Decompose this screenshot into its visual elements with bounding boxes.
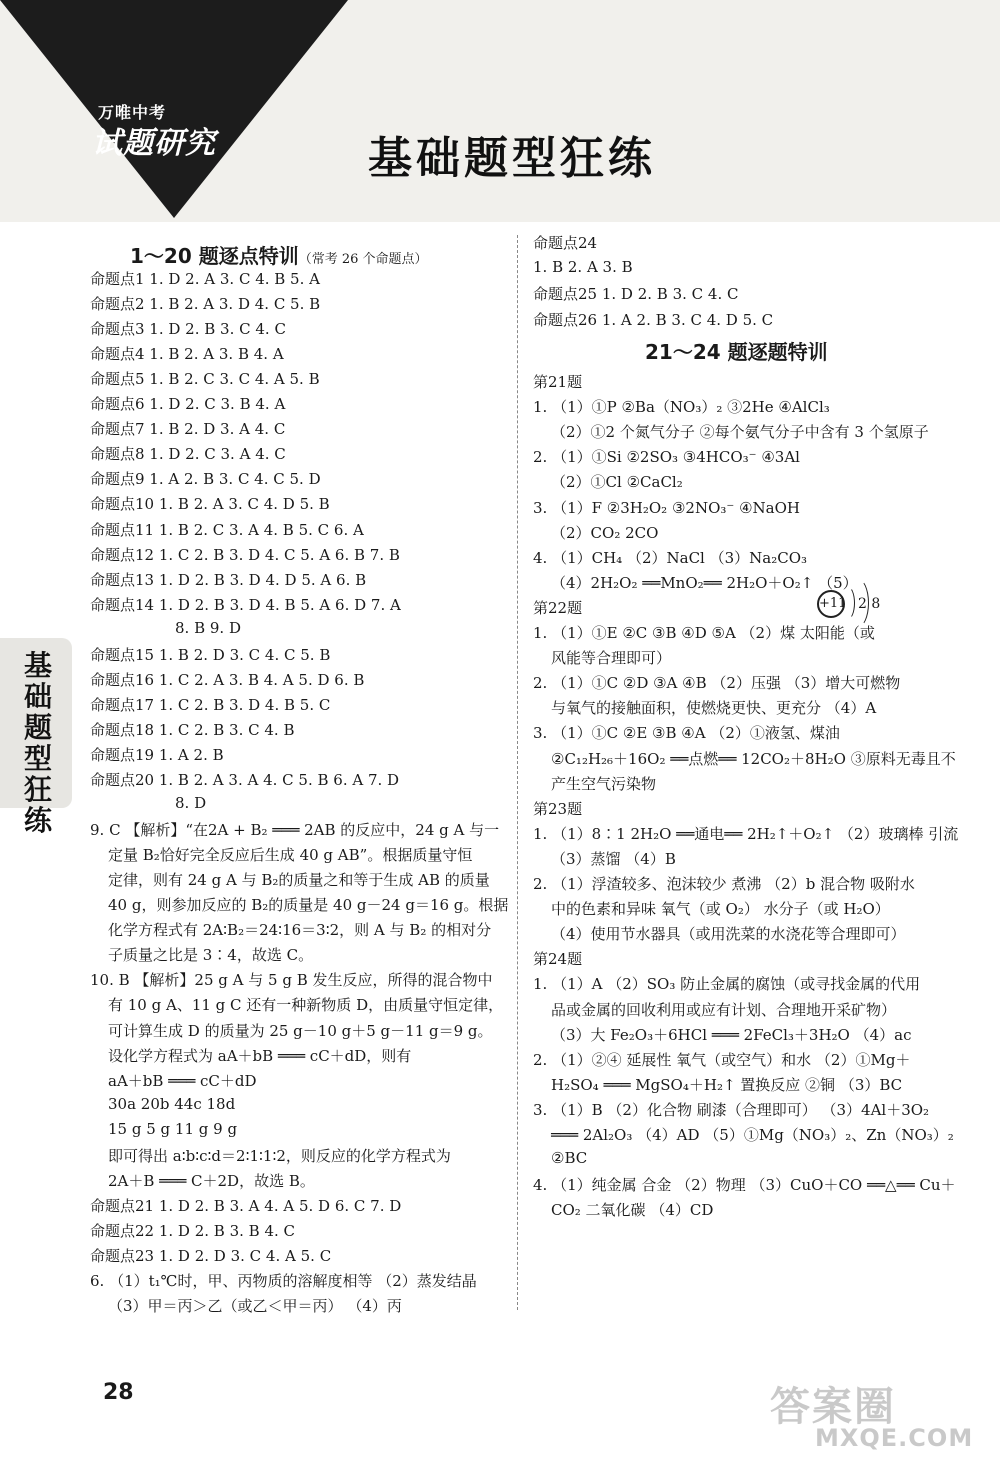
answer-line: 化学方程式有 2A∶B₂＝24∶16＝3∶2，则 A 与 B₂ 的相对分 [108,921,492,940]
answer-line: ②BC [551,1149,588,1168]
answer-line: 10. B 【解析】25 g A 与 5 g B 发生反应，所得的混合物中 [90,971,493,990]
answer-line: 8. B 9. D [175,618,241,637]
answer-line: 1. B 2. A 3. B [533,257,633,276]
answer-line: （2）①2 个氮气分子 ②每个氨气分子中含有 3 个氢原子 [551,423,929,442]
answer-line: aA＋bB ═══ cC＋dD [108,1071,257,1090]
answer-line: 命题点24 [533,234,598,252]
answer-line: 有 10 g A、11 g C 还有一种新物质 D，由质量守恒定律， [108,996,504,1015]
answer-line: 定量 B₂恰好完全反应后生成 40 g AB”。根据质量守恒 [108,846,473,865]
answer-line: 30a 20b 44c 18d [108,1094,236,1113]
answer-line: 即可得出 a∶b∶c∶d＝2∶1∶1∶2，则反应的化学方程式为 [108,1146,451,1165]
section-heading [130,240,428,269]
answer-line: 命题点22 1. D 2. B 3. B 4. C [90,1221,296,1240]
answer-line: 15 g 5 g 11 g 9 g [108,1119,238,1138]
answer-line: 1. （1）A （2）SO₃ 防止金属的腐蚀（或寻找金属的代用 [533,975,921,994]
brand-banner [0,0,348,218]
answer-line: 命题点5 1. B 2. C 3. C 4. A 5. B [90,370,320,389]
answer-line: 1. （1）①E ②C ③B ④D ⑤A （2）煤 太阳能（或 [533,624,875,642]
answer-line: （4）使用节水器具（或用洗菜的水浇花等合理即可） [551,925,906,944]
answer-line: H₂SO₄ ═══ MgSO₄＋H₂↑ 置换反应 ②铜 （3）BC [551,1075,903,1094]
answer-line: CO₂ 二氧化碳 （4）CD [551,1201,714,1220]
answer-line: （3）甲＝丙＞乙（或乙＜甲＝丙） （4）丙 [108,1297,402,1316]
answer-line: 命题点12 1. C 2. B 3. D 4. C 5. A 6. B 7. B [90,545,400,564]
answer-line: 2. （1）②④ 延展性 氧气（或空气）和水 （2）①Mg＋ [533,1050,911,1069]
answer-line: （2）CO₂ 2CO [551,523,659,542]
answer-line: 命题点7 1. B 2. D 3. A 4. C [90,420,286,439]
answer-line: 命题点2 1. B 2. A 3. D 4. C 5. B [90,295,321,314]
side-tab-label: 基础题型狂练 [23,649,52,837]
answer-line: 命题点8 1. D 2. C 3. A 4. C [90,445,286,464]
answer-line: 命题点6 1. D 2. C 3. B 4. A [90,395,286,414]
answer-line: 命题点14 1. D 2. B 3. D 4. B 5. A 6. D 7. A [90,595,401,614]
answer-line: 产生空气污染物 [551,774,657,793]
answer-line: 命题点13 1. D 2. B 3. D 4. D 5. A 6. B [90,570,367,589]
answer-line: 设化学方程式为 aA＋bB ═══ cC＋dD，则有 [108,1046,412,1065]
answer-line: 8. D [175,794,207,813]
answer-line: 命题点19 1. A 2. B [90,745,224,764]
answer-line: 命题点4 1. B 2. A 3. B 4. A [90,345,284,364]
section2-title: 21～24 题逐题特训 [645,340,828,364]
section-note: （常考 26 个命题点） [298,252,428,267]
answer-line: 1. （1）8∶1 2H₂O ══通电══ 2H₂↑＋O₂↑ （2）玻璃棒 引流 [533,824,959,843]
answer-line: 6. （1）t₁℃时，甲、丙物质的溶解度相等 （2）蒸发结晶 [90,1272,477,1290]
watermark-url: MXQE.COM [815,1424,974,1452]
answer-line: 命题点15 1. B 2. D 3. C 4. C 5. B [90,645,331,664]
answer-line: 可计算生成 D 的质量为 25 g－10 g＋5 g－11 g＝9 g。 [108,1021,493,1040]
page-number: 28 [103,1380,134,1405]
answer-line: 与氧气的接触面积，使燃烧更快、更充分 （4）A [551,699,877,718]
atom-shell-electrons: 2 8 [858,596,881,612]
answer-line: 命题点23 1. D 2. D 3. C 4. A 5. C [90,1246,332,1265]
answer-line: 命题点21 1. D 2. B 3. A 4. A 5. D 6. C 7. D [90,1196,402,1215]
answer-line: 品或金属的回收利用或应有计划、合理地开采矿物） [551,1000,897,1019]
section-title: 1～20 题逐点特训 [130,244,299,268]
answer-line: 第23题 [533,799,583,818]
answer-line: 命题点1 1. D 2. A 3. C 4. B 5. A [90,270,320,288]
answer-line: 3. （1）B （2）化合物 刷漆（合理即可） （3）4Al＋3O₂ [533,1100,930,1119]
answer-line: 第22题 [533,598,583,617]
answer-line: 40 g，则参加反应的 B₂的质量是 40 g－24 g＝16 g。根据 [108,896,509,915]
page-title: 基础题型狂练 [368,133,656,184]
watermark-logo: 答案圈 [770,1384,896,1430]
answer-line: 定律，则有 24 g A 与 B₂的质量之和等于生成 AB 的质量 [108,871,490,890]
answer-line: 第24题 [533,950,583,969]
answer-line: 1. （1）①P ②Ba（NO₃）₂ ③2He ④AlCl₃ [533,398,830,417]
answer-line: 命题点18 1. C 2. B 3. C 4. B [90,720,295,739]
column-divider [517,235,518,1310]
answer-line: 2. （1）①C ②D ③A ④B （2）压强 （3）增大可燃物 [533,674,901,693]
answer-line: 2. （1）①Si ②2SO₃ ③4HCO₃⁻ ④3Al [533,448,800,467]
answer-line: （3）蒸馏 （4）B [551,849,676,868]
answer-line: ═══ 2Al₂O₃ （4）AD （5）①Mg（NO₃）₂、Zn（NO₃）₂ [551,1126,954,1144]
brand-small: 万唯中考 [98,103,167,122]
answer-line: 命题点11 1. B 2. C 3. A 4. B 5. C 6. A [90,520,364,539]
answer-line: 命题点16 1. C 2. A 3. B 4. A 5. D 6. B [90,670,365,689]
answer-line: 2. （1）浮渣较多、泡沫较少 煮沸 （2）b 混合物 吸附水 [533,875,915,893]
answer-line: 命题点26 1. A 2. B 3. C 4. D 5. C [533,310,774,329]
answer-line: 命题点17 1. C 2. B 3. D 4. B 5. C [90,695,331,714]
answer-line: 风能等合理即可） [551,649,672,668]
answer-line: （4）2H₂O₂ ══MnO₂══ 2H₂O＋O₂↑ （5） [551,573,858,592]
answer-line: 命题点3 1. D 2. B 3. C 4. C [90,320,286,339]
answer-line: 子质量之比是 3∶4，故选 C。 [108,946,314,965]
answer-line: 命题点25 1. D 2. B 3. C 4. C [533,285,739,303]
atom-nucleus: +11 [817,590,845,618]
answer-line: （2）①Cl ②CaCl₂ [551,473,683,492]
answer-line: 2A＋B ═══ C＋2D，故选 B。 [108,1171,315,1190]
answer-line: 3. （1）F ②3H₂O₂ ③2NO₃⁻ ④NaOH [533,498,800,517]
answer-line: 4. （1）CH₄ （2）NaCl （3）Na₂CO₃ [533,548,808,567]
answer-line: 中的色素和异味 氧气（或 O₂） 水分子（或 H₂O） [551,900,890,919]
answer-line: ②C₁₂H₂₆＋16O₂ ══点燃══ 12CO₂＋8H₂O ③原料无毒且不 [551,749,956,768]
answer-line: 9. C 【解析】“在2A + B₂ ═══ 2AB 的反应中，24 g A 与一 [90,821,500,840]
answer-line: 4. （1）纯金属 合金 （2）物理 （3）CuO＋CO ══△══ Cu＋ [533,1176,956,1195]
brand-logo: 试题研究 [92,126,216,161]
answer-line: 命题点10 1. B 2. A 3. C 4. D 5. B [90,495,330,514]
answer-line: 命题点9 1. A 2. B 3. C 4. C 5. D [90,470,321,489]
answer-line: 3. （1）①C ②E ③B ④A （2）①液氢、煤油 [533,724,840,743]
answer-line: （3）大 Fe₂O₃＋6HCl ═══ 2FeCl₃＋3H₂O （4）ac [551,1025,912,1044]
answer-line: 命题点20 1. B 2. A 3. A 4. C 5. B 6. A 7. D [90,771,400,789]
answer-line: 第21题 [533,373,583,391]
